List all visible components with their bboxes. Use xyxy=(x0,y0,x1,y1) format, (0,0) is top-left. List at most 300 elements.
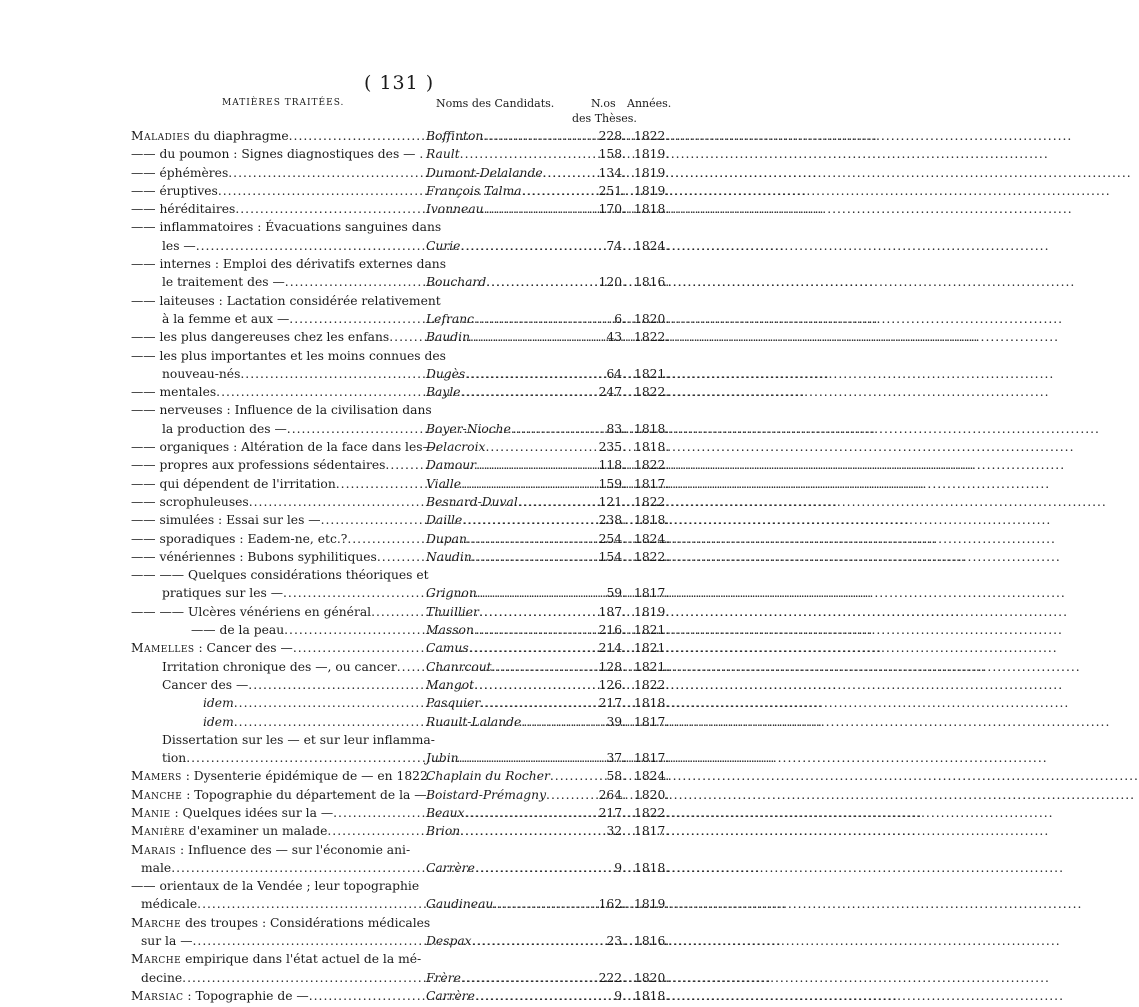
subject-text: héréditaires xyxy=(155,202,236,217)
ditto-dash: —— xyxy=(131,458,156,473)
index-row xyxy=(0,934,800,952)
candidate-name: Jubin xyxy=(426,751,459,766)
entry-heading: Marche xyxy=(131,952,182,967)
subject-text: les — xyxy=(162,238,196,253)
subject-text: éphémères xyxy=(155,165,229,180)
subject-text: Quelques considérations théoriques et xyxy=(184,568,429,583)
thesis-year: 1818. xyxy=(634,440,670,455)
thesis-number: 238. xyxy=(598,513,626,528)
subject-cell xyxy=(162,660,414,674)
subject-cell xyxy=(162,732,435,747)
thesis-number: 159. xyxy=(598,476,626,491)
candidate-cell xyxy=(426,751,594,765)
dot-leader xyxy=(475,989,1064,1003)
thesis-number: 120. xyxy=(598,275,626,290)
subject-text: : Topographie de — xyxy=(183,988,309,1003)
header-theses: des Thèses. xyxy=(572,112,637,125)
thesis-number: 64. xyxy=(606,366,626,381)
subject-text: decine xyxy=(141,970,183,985)
dot-leader xyxy=(470,330,1059,344)
subject-text: organiques : Altération de la face dans les—. xyxy=(155,440,439,455)
subject-text: : Cancer des — xyxy=(194,641,293,656)
dot-leader xyxy=(462,513,1051,527)
subject-cell xyxy=(131,440,439,455)
thesis-number: 118. xyxy=(598,458,626,473)
thesis-number: 254. xyxy=(598,531,626,546)
subject-text: d'examiner un malade xyxy=(184,824,328,839)
subject-cell xyxy=(131,495,414,509)
candidate-name: Delacroix xyxy=(426,440,486,455)
thesis-number: 32. xyxy=(606,824,626,839)
subject-cell xyxy=(131,915,431,930)
dot-leader xyxy=(543,166,1132,180)
index-row xyxy=(0,349,800,367)
candidate-cell xyxy=(426,129,594,143)
candidate-name: Bouchard xyxy=(426,275,487,290)
index-row xyxy=(0,403,800,421)
thesis-number: 39. xyxy=(606,714,626,729)
subject-text: pratiques sur les — xyxy=(162,586,283,601)
subject-cell xyxy=(131,605,414,619)
subject-cell xyxy=(191,623,414,637)
subject-cell xyxy=(162,422,414,436)
index-row xyxy=(0,147,800,165)
subject-text: : Dysenterie épidémique de — en 1822. xyxy=(181,769,432,784)
subject-text: idem xyxy=(203,696,234,711)
thesis-year: 1821. xyxy=(634,366,670,381)
candidate-name: Vialle xyxy=(426,476,462,491)
thesis-number: 264. xyxy=(598,787,626,802)
candidate-name: Gaudineau xyxy=(426,897,494,912)
candidate-name: François Talma xyxy=(426,183,522,198)
thesis-year: 1818. xyxy=(634,513,670,528)
candidate-cell xyxy=(426,660,594,674)
subject-text: inflammatoires : Évacuations sanguines dans xyxy=(155,220,442,235)
entry-heading: Mamers xyxy=(131,769,182,784)
candidate-name: Curie xyxy=(426,238,461,253)
subject-text: du poumon : Signes diagnostiques des — . xyxy=(155,147,424,162)
ditto-dash: —— xyxy=(131,348,156,363)
subject-text: Irritation chronique des —, ou cancer xyxy=(162,659,397,674)
subject-text: propres aux professions sédentaires xyxy=(155,458,386,473)
index-row xyxy=(0,477,800,495)
ditto-dash: —— xyxy=(131,165,156,180)
thesis-number: 228. xyxy=(598,129,626,143)
subject-text: : Quelques idées sur la — xyxy=(170,805,334,820)
subject-cell xyxy=(131,806,414,820)
dot-leader xyxy=(461,971,1050,985)
thesis-number: 187. xyxy=(598,604,626,619)
thesis-year: 1822. xyxy=(634,330,670,345)
entry-heading: Marais xyxy=(131,842,177,857)
candidate-name: Chaplain du Rocher xyxy=(426,769,550,784)
header-candidates: Noms des Candidats. xyxy=(436,97,555,110)
subject-text: idem xyxy=(203,714,234,729)
ditto-dash: —— xyxy=(131,513,156,528)
subject-cell xyxy=(141,861,414,875)
subject-cell xyxy=(203,715,414,729)
candidate-cell xyxy=(426,623,594,637)
dot-leader xyxy=(485,440,1074,454)
index-row xyxy=(0,568,800,586)
subject-cell xyxy=(131,330,414,344)
thesis-number: 217. xyxy=(598,805,626,820)
candidate-cell xyxy=(426,513,594,527)
index-row xyxy=(0,586,800,604)
ditto-dash: —— xyxy=(131,293,156,308)
thesis-number: 217. xyxy=(598,696,626,711)
subject-text: : Topographie du département de la —. xyxy=(182,787,431,802)
subject-cell xyxy=(131,348,446,363)
index-row xyxy=(0,367,800,385)
subject-text: Cancer des — xyxy=(162,677,249,692)
thesis-number: 43. xyxy=(606,330,626,345)
subject-cell xyxy=(131,184,414,198)
thesis-year: 1818. xyxy=(634,860,670,875)
subject-cell xyxy=(162,275,414,289)
subject-cell xyxy=(131,843,414,857)
candidate-cell xyxy=(426,458,594,472)
candidate-name: Ruault-Lalande xyxy=(426,714,522,729)
thesis-year: 1818. xyxy=(634,202,670,217)
subject-text: laiteuses : Lactation considérée relativement xyxy=(155,293,441,308)
candidate-cell xyxy=(426,769,594,783)
candidate-name: Naudin xyxy=(426,549,472,564)
entry-heading: Maladies xyxy=(131,129,191,143)
subject-cell xyxy=(131,293,441,308)
candidate-cell xyxy=(426,166,594,180)
thesis-year: 1819. xyxy=(634,604,670,619)
candidate-cell xyxy=(426,715,594,729)
ditto-dash: —— xyxy=(131,202,156,217)
index-row xyxy=(0,989,800,1007)
candidate-cell xyxy=(426,605,594,619)
subject-cell xyxy=(131,202,414,216)
index-row xyxy=(0,202,800,220)
candidate-name: Beaux xyxy=(426,805,465,820)
index-row xyxy=(0,678,800,696)
subject-text: simulées : Essai sur les — xyxy=(155,513,321,528)
subject-cell xyxy=(131,220,442,235)
thesis-number: 9. xyxy=(614,988,626,1003)
candidate-cell xyxy=(426,202,594,216)
candidate-name: Bayle xyxy=(426,385,461,400)
subject-text: qui dépendent de l'irritation xyxy=(155,476,336,491)
index-row xyxy=(0,184,800,202)
index-row xyxy=(0,605,800,623)
subject-cell xyxy=(131,641,414,655)
thesis-number: 37. xyxy=(606,751,626,766)
dot-leader xyxy=(480,696,1069,710)
index-row xyxy=(0,971,800,989)
dot-leader xyxy=(469,641,1058,655)
index-row xyxy=(0,385,800,403)
thesis-year: 1819. xyxy=(634,165,670,180)
subject-cell xyxy=(131,257,447,272)
ditto-dash: —— xyxy=(131,440,156,455)
subject-cell xyxy=(131,385,414,399)
candidate-cell xyxy=(426,275,594,289)
thesis-number: 74. xyxy=(606,238,626,253)
thesis-year: 1817. xyxy=(634,751,670,766)
candidate-name: Damour xyxy=(426,458,477,473)
thesis-year: 1822. xyxy=(634,129,670,143)
thesis-year: 1820. xyxy=(634,787,670,802)
candidate-name: Carrère xyxy=(426,988,475,1003)
entry-heading: Manie xyxy=(131,805,171,820)
candidate-name: Daille xyxy=(426,513,463,528)
subject-cell xyxy=(141,897,414,911)
index-row xyxy=(0,275,800,293)
candidate-cell xyxy=(426,312,594,326)
subject-cell xyxy=(131,477,414,491)
thesis-year: 1824. xyxy=(634,769,670,784)
dot-leader xyxy=(467,532,1056,546)
index-row xyxy=(0,166,800,184)
ditto-dash: —— —— xyxy=(131,568,185,583)
index-row xyxy=(0,660,800,678)
candidate-cell xyxy=(426,806,594,820)
candidate-cell xyxy=(426,641,594,655)
index-row xyxy=(0,879,800,897)
candidate-name: Rault xyxy=(426,147,460,162)
ditto-dash: —— xyxy=(131,330,156,345)
subject-cell xyxy=(131,879,420,894)
candidate-name: Boffinton xyxy=(426,129,484,143)
thesis-year: 1821. xyxy=(634,641,670,656)
subject-text: empirique dans l'état actuel de la mé- xyxy=(181,952,422,967)
subject-text: médicale xyxy=(141,897,198,912)
index-row xyxy=(0,806,800,824)
subject-cell xyxy=(131,769,432,784)
index-row xyxy=(0,769,800,787)
candidate-cell xyxy=(426,330,594,344)
thesis-year: 1817. xyxy=(634,714,670,729)
candidate-cell xyxy=(426,696,594,710)
thesis-year: 1816. xyxy=(634,934,670,949)
index-row xyxy=(0,641,800,659)
thesis-number: 121. xyxy=(598,494,626,509)
subject-cell xyxy=(162,312,414,326)
dot-leader xyxy=(465,806,1054,820)
subject-cell xyxy=(131,147,424,162)
thesis-year: 1818. xyxy=(634,988,670,1003)
candidate-name: Dumont-Delalande xyxy=(426,165,543,180)
subject-text: du diaphragme xyxy=(190,129,289,143)
index-row xyxy=(0,952,800,970)
thesis-year: 1822 xyxy=(634,494,666,509)
thesis-number: 170. xyxy=(598,202,626,217)
subject-cell xyxy=(131,129,414,143)
candidate-name: Brion xyxy=(426,824,461,839)
thesis-year: 1822. xyxy=(634,385,670,400)
ditto-dash: —— xyxy=(131,879,156,894)
subject-cell xyxy=(162,367,414,381)
index-row xyxy=(0,843,800,861)
candidate-cell xyxy=(426,532,594,546)
index-row xyxy=(0,422,800,440)
index-row xyxy=(0,239,800,257)
index-row xyxy=(0,916,800,934)
candidate-name: Thuillier xyxy=(426,604,479,619)
entry-heading: Marche xyxy=(131,915,182,930)
subject-text: orientaux de la Vendée ; leur topographie xyxy=(155,879,420,894)
subject-cell xyxy=(162,751,414,765)
dot-leader xyxy=(474,623,1063,637)
thesis-year: 1824. xyxy=(634,238,670,253)
index-row xyxy=(0,550,800,568)
subject-text: sporadiques : Eadem-ne, etc.? xyxy=(155,531,348,546)
thesis-year: 1819. xyxy=(634,897,670,912)
subject-cell xyxy=(141,971,414,985)
subject-text: scrophuleuses xyxy=(155,494,249,509)
subject-text: nouveau-nés xyxy=(162,366,241,381)
thesis-number: 23. xyxy=(606,934,626,949)
header-number: N.os xyxy=(591,97,616,110)
candidate-cell xyxy=(426,897,594,911)
subject-text: éruptives xyxy=(155,183,218,198)
candidate-cell xyxy=(426,422,594,436)
index-row xyxy=(0,824,800,842)
subject-cell xyxy=(131,458,414,472)
candidate-name: Besnard-Duval xyxy=(426,494,518,509)
index-row xyxy=(0,513,800,531)
index-row xyxy=(0,861,800,879)
index-row xyxy=(0,294,800,312)
thesis-year: 1817. xyxy=(634,476,670,491)
subject-cell xyxy=(131,550,414,564)
ditto-dash: —— xyxy=(131,220,156,235)
index-row xyxy=(0,696,800,714)
subject-cell xyxy=(131,989,414,1003)
thesis-number: 216. xyxy=(598,623,626,638)
index-row xyxy=(0,312,800,330)
dot-leader xyxy=(483,129,1072,143)
candidate-cell xyxy=(426,788,594,802)
thesis-number: 154. xyxy=(598,549,626,564)
candidate-name: Ivonneau xyxy=(426,202,484,217)
thesis-year: 1822. xyxy=(634,549,670,564)
dot-leader xyxy=(474,678,1063,692)
thesis-year: 1818. xyxy=(634,696,670,711)
dot-leader xyxy=(475,861,1064,875)
subject-cell xyxy=(162,586,414,600)
entry-heading: Marsiac xyxy=(131,988,184,1003)
index-row xyxy=(0,751,800,769)
ditto-dash: —— xyxy=(131,385,156,400)
thesis-number: 126. xyxy=(598,677,626,692)
candidate-name: Pasquier xyxy=(426,696,481,711)
subject-cell xyxy=(131,824,414,838)
thesis-year: 1824. xyxy=(634,531,670,546)
dot-leader xyxy=(460,824,1049,838)
candidate-name: Mangot xyxy=(426,677,475,692)
dot-leader xyxy=(486,275,1075,289)
subject-text: Ulcères vénériens en général xyxy=(184,604,372,619)
index-row xyxy=(0,330,800,348)
subject-text: les plus importantes et les moins connues des xyxy=(155,348,446,363)
subject-text: à la femme et aux — xyxy=(162,311,290,326)
dot-leader xyxy=(474,312,1063,326)
candidate-cell xyxy=(426,184,594,198)
index-row xyxy=(0,458,800,476)
candidate-cell xyxy=(426,934,594,948)
header-year: Années. xyxy=(627,97,672,110)
subject-text: le traitement des — xyxy=(162,275,285,290)
ditto-dash: —— xyxy=(131,183,156,198)
subject-cell xyxy=(141,934,414,948)
header-subjects: MATIÈRES TRAITÉES. xyxy=(222,98,345,108)
candidate-cell xyxy=(426,239,594,253)
thesis-year: 1817. xyxy=(634,824,670,839)
thesis-number: 134. xyxy=(598,165,626,180)
index-row xyxy=(0,788,800,806)
subject-cell xyxy=(203,696,414,710)
thesis-year: 1822. xyxy=(634,805,670,820)
candidate-name: Boyer-Nioche xyxy=(426,421,511,436)
ditto-dash: —— xyxy=(131,531,156,546)
subject-cell xyxy=(131,403,432,418)
subject-text: : Influence des — sur l'économie ani- xyxy=(176,842,411,857)
dot-leader xyxy=(492,660,1081,674)
subject-text: internes : Emploi des dérivatifs externes dans xyxy=(155,257,447,272)
index-row xyxy=(0,532,800,550)
index-row xyxy=(0,495,800,513)
candidate-name: Frère xyxy=(426,970,461,985)
thesis-year: 1817. xyxy=(634,586,670,601)
thesis-number: 9. xyxy=(614,860,626,875)
ditto-dash: —— xyxy=(131,403,156,418)
subject-cell xyxy=(131,532,414,546)
thesis-year: 1821. xyxy=(634,623,670,638)
index-row xyxy=(0,440,800,458)
thesis-number: 128. xyxy=(598,659,626,674)
dot-leader xyxy=(460,147,1049,161)
candidate-name: Despax xyxy=(426,934,472,949)
subject-cell xyxy=(131,166,414,180)
thesis-number: 6. xyxy=(614,311,626,326)
index-row xyxy=(0,897,800,915)
candidate-name: Dugès xyxy=(426,366,466,381)
candidate-cell xyxy=(426,971,594,985)
candidate-cell xyxy=(426,861,594,875)
subject-cell xyxy=(131,568,429,583)
thesis-number: 158. xyxy=(598,147,626,162)
candidate-name: Carrère xyxy=(426,860,475,875)
dot-leader xyxy=(459,751,1048,765)
subject-cell xyxy=(131,787,431,802)
subject-text: tion xyxy=(162,751,187,766)
candidate-name: Chanrcout xyxy=(426,659,492,674)
candidate-name: Masson xyxy=(426,623,474,638)
thesis-year: 1820. xyxy=(634,311,670,326)
index-table xyxy=(0,129,800,1007)
subject-text: mentales xyxy=(155,385,217,400)
dot-leader xyxy=(461,477,1050,491)
index-row xyxy=(0,733,800,751)
thesis-number: 58. xyxy=(606,769,626,784)
thesis-number: 214. xyxy=(598,641,626,656)
thesis-number: 83. xyxy=(606,421,626,436)
dot-leader xyxy=(460,239,1049,253)
subject-text: —— de la peau xyxy=(191,623,285,638)
candidate-cell xyxy=(426,550,594,564)
thesis-number: 59. xyxy=(606,586,626,601)
dot-leader xyxy=(477,586,1066,600)
thesis-number: 247. xyxy=(598,385,626,400)
thesis-year: 1818. xyxy=(634,421,670,436)
thesis-year: 1821. xyxy=(634,659,670,674)
